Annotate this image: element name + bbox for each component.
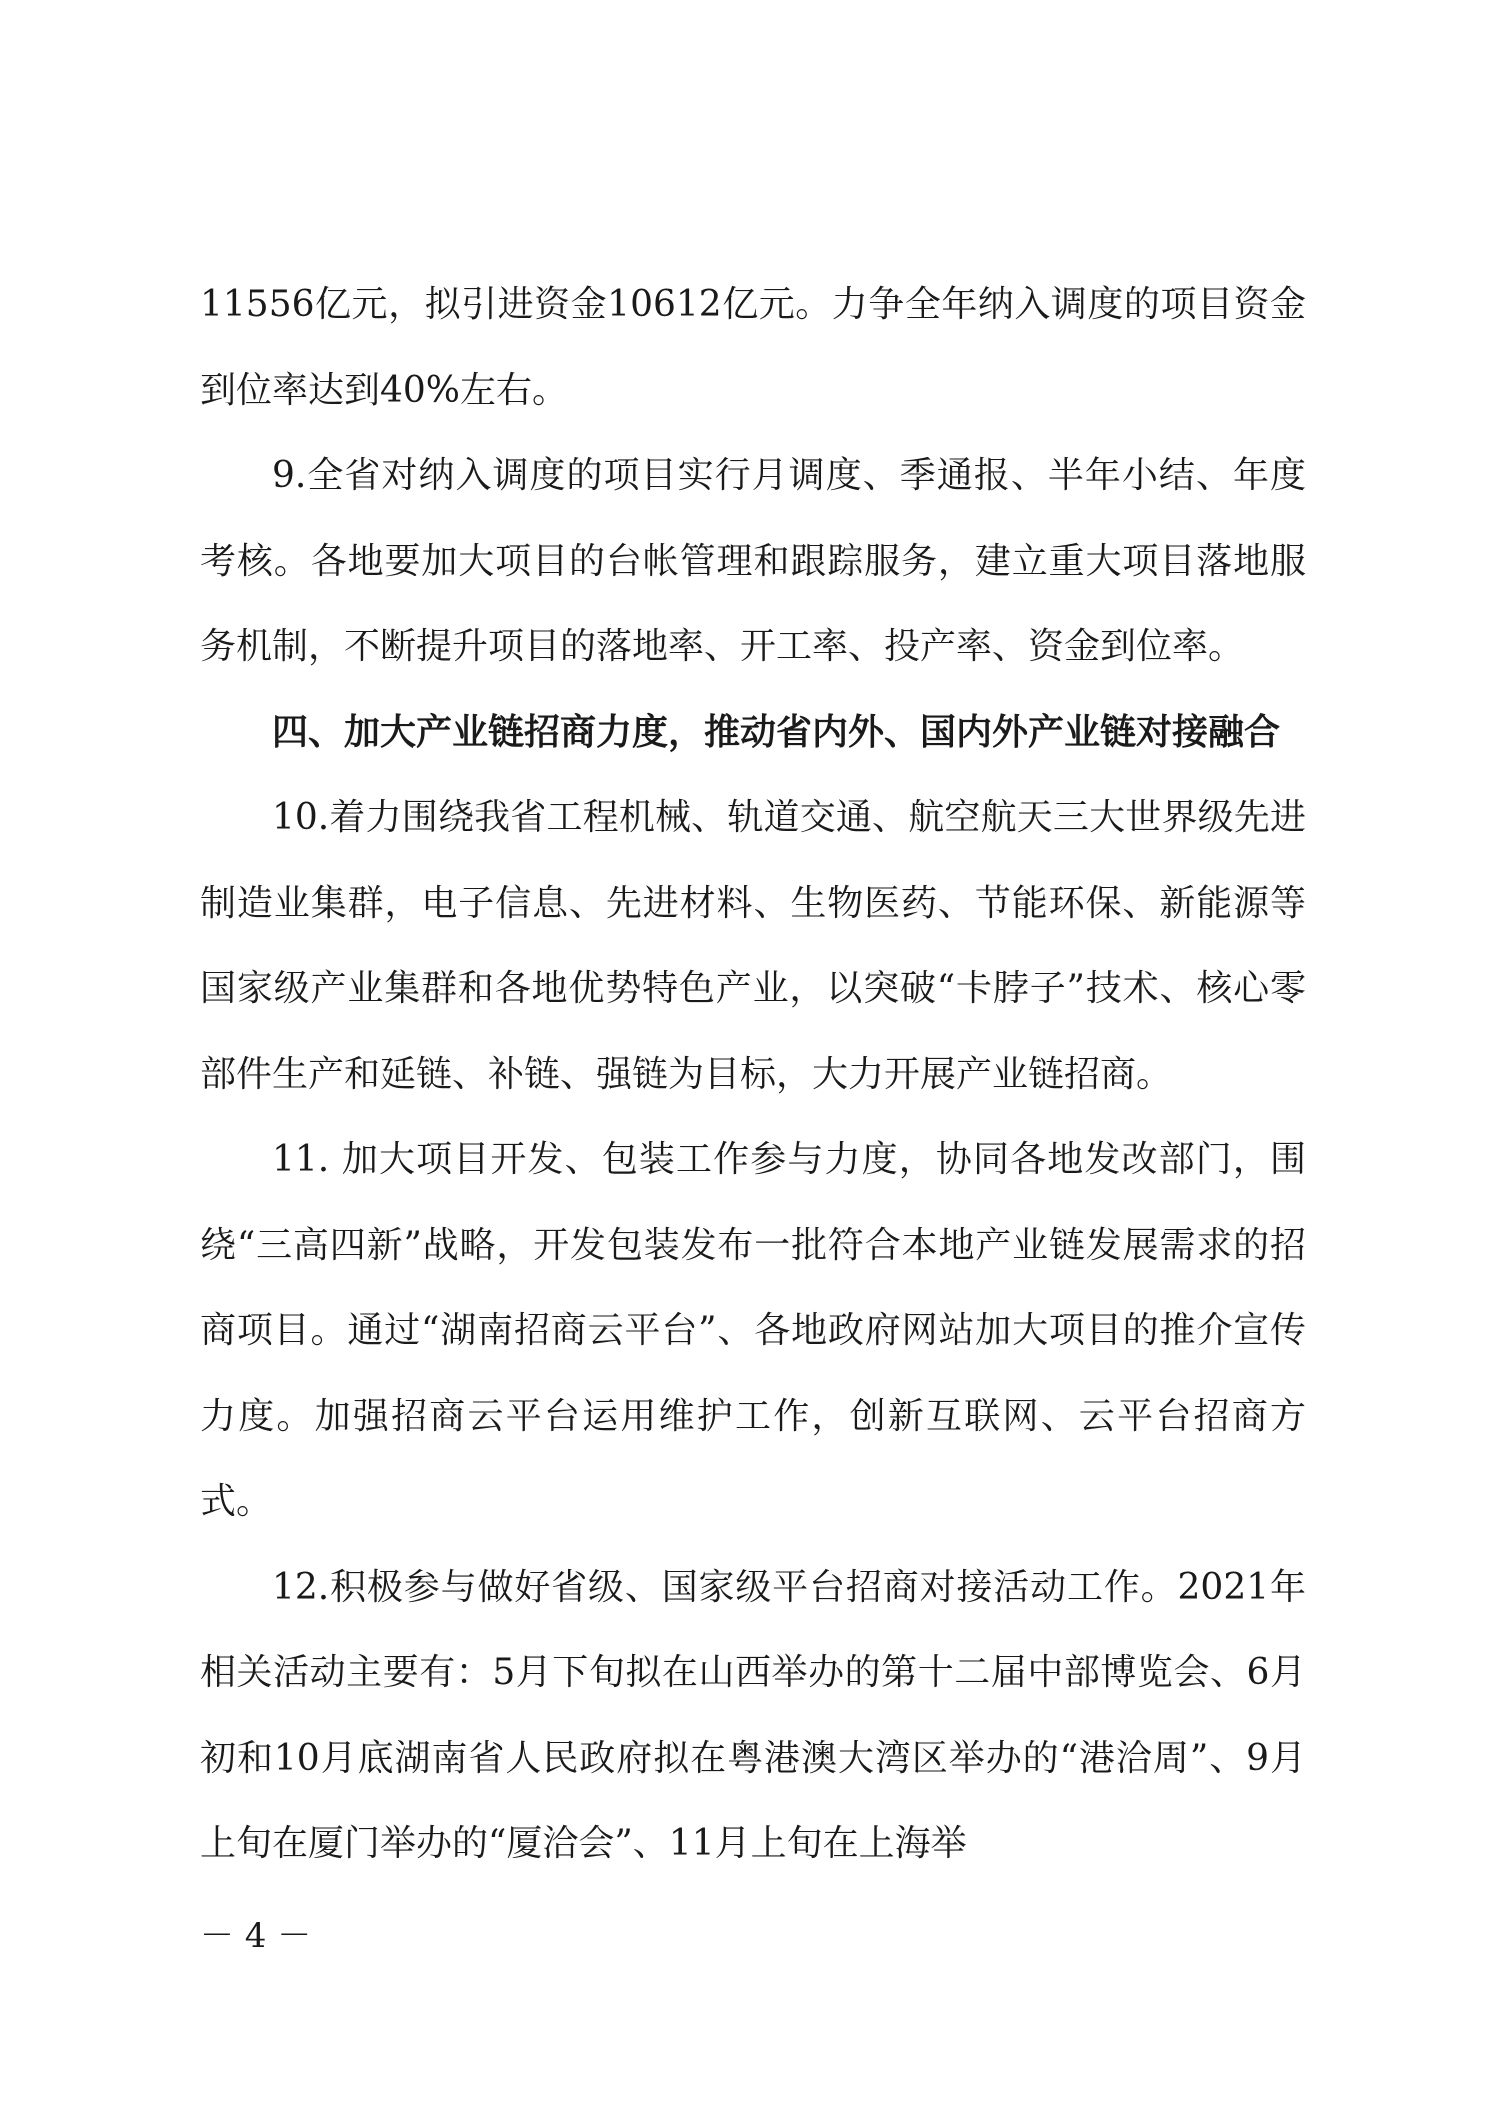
- paragraph-item-10: 10.着力围绕我省工程机械、轨道交通、航空航天三大世界级先进制造业集群，电子信息、先进材料、生物医药、节能环保、新能源等国家级产业集群和各地优势特色产业，以突破“卡脖子”技术、核心零部件生产和延链、补链、强链为目标，大力开展产业链招商。: [200, 797, 1306, 1095]
- paragraph-item-11: 11. 加大项目开发、包装工作参与力度，协同各地发改部门，围绕“三高四新”战略，开发包装发布一批符合本地产业链发展需求的招商项目。通过“湖南招商云平台”、各地政府网站加大项目的推介宣传力度。加强招商云平台运用维护工作，创新互联网、云平台招商方式。: [200, 1139, 1306, 1522]
- paragraph-continuation: 11556亿元，拟引进资金10612亿元。力争全年纳入调度的项目资金到位率达到40%左右。: [200, 284, 1306, 411]
- section-heading: 四、加大产业链招商力度，推动省内外、国内外产业链对接融合: [272, 711, 1281, 753]
- document-body: [200, 262, 1306, 1887]
- paragraph-item-12: 12.积极参与做好省级、国家级平台招商对接活动工作。2021年相关活动主要有：5月下旬拟在山西举办的第十二届中部博览会、6月初和10月底湖南省人民政府拟在粤港澳大湾区举办的“港洽周”、9月上旬在厦门举办的“厦洽会”、11月上旬在上海举: [200, 1566, 1306, 1864]
- page-number: － 4 －: [200, 1916, 312, 1956]
- paragraph-item-9: 9.全省对纳入调度的项目实行月调度、季通报、半年小结、年度考核。各地要加大项目的台帐管理和跟踪服务，建立重大项目落地服务机制，不断提升项目的落地率、开工率、投产率、资金到位率。: [200, 455, 1306, 667]
